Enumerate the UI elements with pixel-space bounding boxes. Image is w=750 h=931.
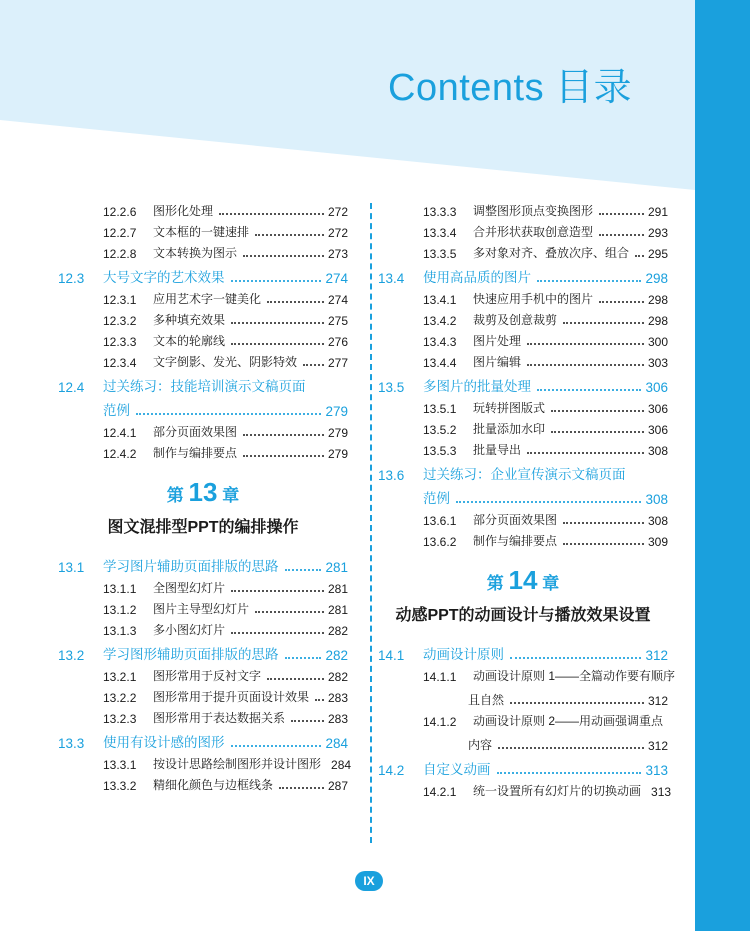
toc-entry[interactable] [378,349,668,370]
toc-entry[interactable] [58,663,348,684]
toc-entry[interactable] [58,705,348,726]
dot-leader [498,747,644,749]
entry-number: 14.1.2 [423,715,457,729]
toc-entry[interactable] [378,198,668,219]
toc-entry[interactable] [378,307,668,328]
dot-leader [599,301,644,303]
entry-number: 13.3.5 [423,247,457,261]
dot-leader [255,234,324,236]
toc-entry[interactable] [378,437,668,458]
entry-number: 13.2.1 [103,670,137,684]
dot-leader [285,569,322,571]
entry-title: 文本转换为图示 [153,246,238,260]
entry-title: 按设计思路绘制图形并设计图形 [153,757,322,771]
entry-title: 制作与编排要点 [153,446,238,460]
toc-right-column [378,198,676,799]
toc-entry[interactable] [378,240,668,261]
toc-entry[interactable] [378,507,668,528]
dot-leader [231,280,322,282]
entry-page: 306 [647,423,668,437]
dot-leader [563,522,644,524]
entry-number: 13.4.3 [423,335,457,349]
toc-entry[interactable] [58,286,348,307]
section-page: 313 [645,763,668,778]
chapter-suffix: 章 [222,486,240,505]
toc-entry[interactable] [378,286,668,307]
chapter-number: 14 [508,565,538,595]
entry-title: 图形常用于表达数据关系 [153,711,286,725]
toc-entry[interactable] [378,528,668,549]
toc-entry[interactable] [58,575,348,596]
dot-leader [291,720,324,722]
section-page: 298 [645,271,668,286]
chapter-suffix: 章 [542,574,560,593]
entry-page: 282 [327,670,348,684]
entry-page: 275 [327,314,348,328]
section-page: 274 [325,271,348,286]
entry-number: 12.4.1 [103,426,137,440]
toc-entry[interactable] [378,663,676,684]
entry-number: 14.1.1 [423,670,457,684]
entry-number: 13.6.1 [423,514,457,528]
entry-page: 303 [647,356,668,370]
dot-leader [219,213,324,215]
section-title: 过关练习：企业宣传演示文稿页面 [423,467,626,482]
entry-title: 全图型幻灯片 [153,581,226,595]
entry-title: 图形化处理 [153,204,214,218]
toc-section[interactable] [58,371,348,395]
dot-leader [527,452,644,454]
chapter-title[interactable]: 图文混排型PPT的编排操作 [107,519,299,536]
dot-leader [537,280,641,282]
entry-page: 313 [651,785,672,799]
section-number: 12.3 [58,271,85,286]
entry-title: 图形常用于提升页面设计效果 [153,690,310,704]
toc-section[interactable] [58,262,348,286]
dot-leader [243,455,324,457]
section-page: 306 [645,380,668,395]
toc-entry-continued[interactable] [378,729,668,753]
entry-number: 13.5.1 [423,402,457,416]
section-page: 282 [325,648,348,663]
toc-entry[interactable] [58,349,348,370]
section-title: 自定义动画 [423,762,491,777]
toc-section[interactable] [58,639,348,663]
dot-leader [456,501,641,503]
entry-number: 12.2.8 [103,247,137,261]
toc-entry-continued[interactable] [378,684,668,708]
toc-entry[interactable] [58,419,348,440]
toc-entry[interactable] [378,328,668,349]
entry-page: 295 [647,247,668,261]
section-page: 281 [325,560,348,575]
toc-entry[interactable] [378,778,672,799]
section-title-continued: 范例 [423,491,450,506]
entry-page: 272 [327,226,348,240]
toc-section[interactable] [378,371,668,395]
section-number: 13.5 [378,380,405,395]
section-number: 12.4 [58,380,85,395]
entry-number: 13.4.2 [423,314,457,328]
entry-page: 282 [327,624,348,638]
column-divider [370,203,372,843]
entry-title-continued: 且自然 [468,693,505,707]
dot-leader [527,343,644,345]
entry-title: 批量导出 [473,443,522,457]
dot-leader [551,410,644,412]
toc-entry[interactable] [378,395,668,416]
section-page: 284 [325,736,348,751]
right-edge-bar [695,0,750,931]
entry-title: 调整图形顶点变换图形 [473,204,594,218]
entry-title: 多种填充效果 [153,313,226,327]
section-number: 13.4 [378,271,405,286]
toc-entry[interactable] [58,219,348,240]
section-title: 学习图片辅助页面排版的思路 [103,559,279,574]
entry-page: 298 [647,293,668,307]
entry-title: 图片处理 [473,334,522,348]
entry-number: 13.2.3 [103,712,137,726]
toc-entry[interactable] [58,198,348,219]
section-page: 308 [645,492,668,507]
page-number-badge: IX [355,871,383,891]
dot-leader [267,301,324,303]
dot-leader [231,590,324,592]
dot-leader [303,364,324,366]
chapter-title[interactable]: 动感PPT的动画设计与播放效果设置 [395,607,651,624]
entry-number: 12.4.2 [103,447,137,461]
chapter-heading [58,477,348,508]
entry-title: 动画设计原则 1——全篇动作要有顺序 [473,669,676,683]
entry-title-continued: 内容 [468,738,493,752]
toc-left-column [58,198,352,793]
dot-leader [243,434,324,436]
section-page: 279 [325,404,348,419]
section-title-continued: 范例 [103,403,130,418]
entry-title: 图片编辑 [473,355,522,369]
dot-leader [231,343,324,345]
dot-leader [231,632,324,634]
chapter-number: 13 [188,477,218,507]
page-title: Contents 目录 [388,67,633,109]
entry-page: 283 [327,691,348,705]
entry-number: 12.3.4 [103,356,137,370]
dot-leader [527,364,644,366]
toc-section[interactable] [58,551,348,575]
entry-number: 12.3.3 [103,335,137,349]
section-number: 13.6 [378,468,405,483]
entry-page: 300 [647,335,668,349]
entry-page: 308 [647,444,668,458]
entry-page: 309 [647,535,668,549]
toc-section[interactable] [378,262,668,286]
chapter-prefix: 第 [486,574,504,593]
entry-page: 281 [327,582,348,596]
toc-entry[interactable] [58,751,352,772]
entry-title: 部分页面效果图 [153,425,238,439]
entry-page: 276 [327,335,348,349]
toc-entry[interactable] [58,684,348,705]
toc-section[interactable] [58,727,348,751]
entry-page: 279 [327,447,348,461]
toc-entry[interactable] [378,416,668,437]
entry-number: 13.3.1 [103,758,137,772]
dot-leader [315,699,324,701]
entry-page: 306 [647,402,668,416]
entry-title: 文本的轮廓线 [153,334,226,348]
entry-title: 制作与编排要点 [473,534,558,548]
entry-number: 12.3.1 [103,293,137,307]
entry-page: 273 [327,247,348,261]
toc-section-continued[interactable] [58,395,348,419]
entry-title: 合并形状获取创意造型 [473,225,594,239]
dot-leader [255,611,324,613]
dot-leader [563,543,644,545]
entry-page: 298 [647,314,668,328]
entry-title: 快速应用手机中的图片 [473,292,594,306]
dot-leader [510,657,641,659]
dot-leader [563,322,644,324]
section-number: 13.2 [58,648,85,663]
entry-page: 287 [327,779,348,793]
entry-page: 312 [647,694,668,708]
dot-leader [136,413,321,415]
entry-page: 312 [647,739,668,753]
entry-page: 291 [647,205,668,219]
section-number: 14.2 [378,763,405,778]
toc-section[interactable] [378,754,668,778]
chapter-heading [378,565,668,596]
dot-leader [285,657,322,659]
section-title: 使用有设计感的图形 [103,735,225,750]
entry-number: 13.1.2 [103,603,137,617]
entry-title: 多小图幻灯片 [153,623,226,637]
entry-number: 13.2.2 [103,691,137,705]
toc-entry[interactable] [58,240,348,261]
section-title: 使用高品质的图片 [423,270,531,285]
section-number: 13.3 [58,736,85,751]
dot-leader [231,322,324,324]
entry-number: 12.2.7 [103,226,137,240]
section-title: 动画设计原则 [423,647,504,662]
section-number: 14.1 [378,648,405,663]
dot-leader [279,787,324,789]
dot-leader [497,772,642,774]
entry-number: 13.3.2 [103,779,137,793]
toc-entry[interactable] [58,617,348,638]
dot-leader [537,389,641,391]
entry-number: 13.5.3 [423,444,457,458]
dot-leader [599,213,644,215]
toc-entry[interactable] [378,708,668,729]
toc-entry[interactable] [378,219,668,240]
entry-page: 283 [327,712,348,726]
entry-number: 14.2.1 [423,785,457,799]
entry-title: 动画设计原则 2——用动画强调重点 [473,714,664,728]
entry-number: 12.3.2 [103,314,137,328]
entry-number: 13.6.2 [423,535,457,549]
entry-number: 13.3.3 [423,205,457,219]
entry-title: 图形常用于反衬文字 [153,669,262,683]
toc-section[interactable] [378,459,668,483]
dot-leader [635,255,644,257]
toc-entry[interactable] [58,772,348,793]
entry-title: 批量添加水印 [473,422,546,436]
entry-number: 13.1.1 [103,582,137,596]
section-title: 学习图形辅助页面排版的思路 [103,647,279,662]
entry-page: 281 [327,603,348,617]
section-title: 多图片的批量处理 [423,379,531,394]
entry-number: 13.3.4 [423,226,457,240]
entry-page: 272 [327,205,348,219]
entry-title: 图片主导型幻灯片 [153,602,250,616]
entry-title: 部分页面效果图 [473,513,558,527]
entry-title: 多对象对齐、叠放次序、组合 [473,246,630,260]
dot-leader [551,431,644,433]
entry-page: 274 [327,293,348,307]
dot-leader [267,678,324,680]
entry-number: 13.1.3 [103,624,137,638]
toc-entry[interactable] [58,307,348,328]
chapter-prefix: 第 [166,486,184,505]
toc-section-continued[interactable] [378,483,668,507]
dot-leader [243,255,324,257]
section-page: 312 [645,648,668,663]
entry-number: 13.4.4 [423,356,457,370]
section-number: 13.1 [58,560,85,575]
entry-title: 精细化颜色与边框线条 [153,778,274,792]
entry-page: 277 [327,356,348,370]
entry-number: 12.2.6 [103,205,137,219]
entry-title: 文本框的一键速排 [153,225,250,239]
dot-leader [510,702,644,704]
dot-leader [231,745,322,747]
entry-number: 13.5.2 [423,423,457,437]
entry-page: 284 [331,758,352,772]
toc-entry[interactable] [58,440,348,461]
entry-title: 应用艺术字一键美化 [153,292,262,306]
entry-title: 统一设置所有幻灯片的切换动画 [473,784,642,798]
entry-title: 玩转拼图版式 [473,401,546,415]
entry-page: 279 [327,426,348,440]
toc-section[interactable] [378,639,668,663]
toc-entry[interactable] [58,328,348,349]
toc-entry[interactable] [58,596,348,617]
section-title: 过关练习：技能培训演示文稿页面 [103,379,306,394]
entry-number: 13.4.1 [423,293,457,307]
section-title: 大号文字的艺术效果 [103,270,225,285]
entry-title: 裁剪及创意裁剪 [473,313,558,327]
entry-page: 293 [647,226,668,240]
entry-title: 文字倒影、发光、阴影特效 [153,355,298,369]
entry-page: 308 [647,514,668,528]
dot-leader [599,234,644,236]
